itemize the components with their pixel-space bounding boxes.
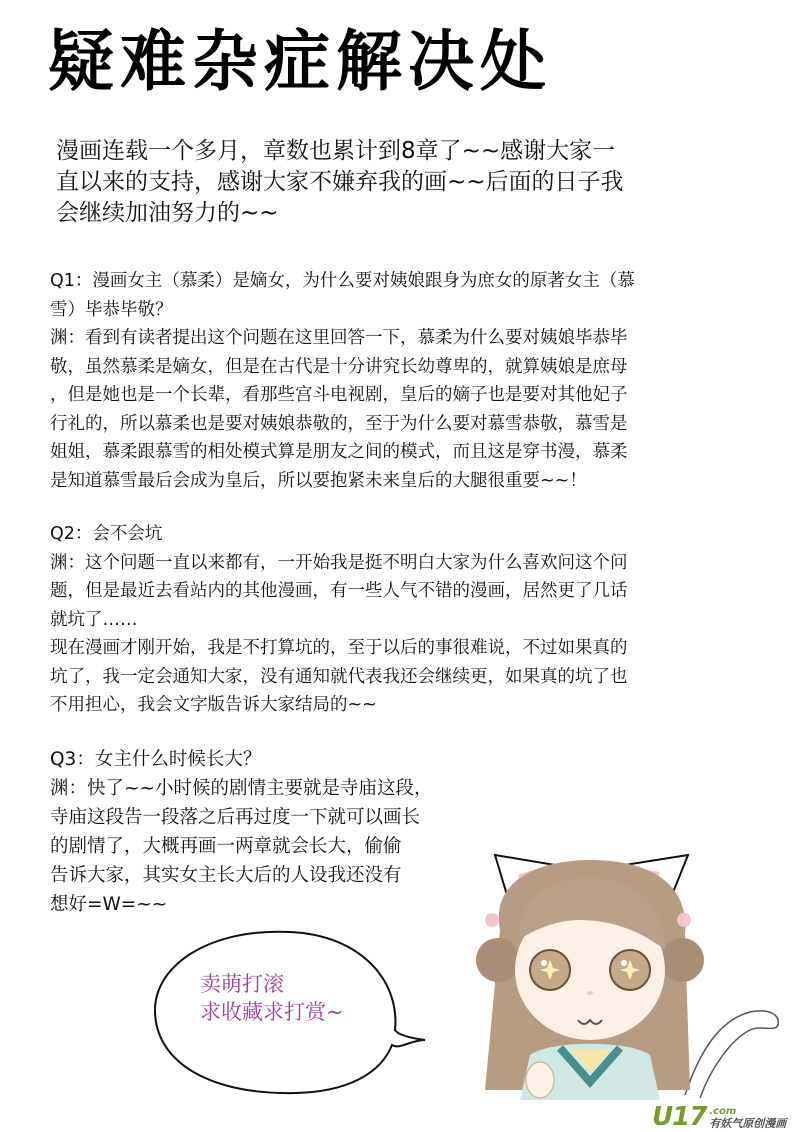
qa-line: 想好=W=~~ — [50, 894, 168, 915]
qa-line: 的剧情了，大概再画一两章就会长大，偷偷 — [50, 836, 402, 857]
qa-line: Q3：女主什么时候长大？ — [50, 749, 262, 770]
qa-line: ，但是她也是一个长辈，看那些宫斗电视剧，皇后的嫡子也是要对其他妃子 — [50, 385, 628, 405]
speech-bubble-text — [200, 970, 344, 1026]
qa-line: 雪）毕恭毕敬？ — [50, 299, 173, 320]
qa-line: 寺庙这段告一段落之后再过度一下就可以画长 — [50, 807, 421, 828]
qa-line: 现在漫画才刚开始，我是不打算坑的，至于以后的事很难说，不过如果真的 — [50, 638, 628, 658]
intro-line: 漫画连载一个多月，章数也累计到8章了~~感谢大家一 — [56, 138, 616, 164]
qa-line: 渊：快了~~小时候的剧情主要就是寺庙这段， — [50, 778, 433, 799]
qa-line: Q2：会不会坑 — [50, 524, 163, 544]
qa-line: 行礼的，所以慕柔也是要对姨娘恭敬的，至于为什么要对慕雪恭敬，慕雪是 — [50, 413, 628, 434]
qa-line: 渊：看到有读者提出这个问题在这里回答一下，慕柔为什么要对姨娘毕恭毕 — [50, 328, 628, 348]
qa-line: 渊：这个问题一直以来都有，一开始我是挺不明白大家为什么喜欢问这个问 — [50, 552, 628, 573]
qa-line: 不用担心，我会文字版告诉大家结局的~~ — [50, 695, 377, 715]
bubble-line: 求收藏求打赏~ — [200, 1000, 344, 1024]
qa-line: Q1：漫画女主（慕柔）是嫡女，为什么要对姨娘跟身为庶女的原著女主（慕 — [50, 271, 635, 291]
intro-line: 会继续加油努力的~~ — [56, 200, 279, 226]
qa-line: 就坑了…… — [50, 609, 138, 630]
qa-line: 题，但是最近去看站内的其他漫画，有一些人气不错的漫画，居然更了几话 — [50, 581, 628, 601]
logo-mark: U17 — [652, 1102, 707, 1132]
bubble-line: 卖萌打滚 — [200, 972, 284, 996]
logo-tagline: 有妖气原创漫画 — [709, 1117, 787, 1130]
chibi-cat-girl-illustration — [460, 820, 800, 1100]
qa-line: 坑了，我一定会通知大家，没有通知就代表我还会继续更，如果真的坑了也 — [50, 666, 628, 687]
qa-line: 告诉大家，其实女主长大后的人设我还没有 — [50, 865, 402, 886]
logo-domain: .com — [709, 1106, 737, 1117]
intro-line: 直以来的支持，感谢大家不嫌弃我的画~~后面的日子我 — [56, 169, 624, 195]
page-title: 疑难杂症解决处 — [48, 23, 552, 100]
qa-line: 是知道慕雪最后会成为皇后，所以要抱紧未来皇后的大腿很重要~~！ — [50, 470, 587, 491]
u17-logo — [652, 1100, 786, 1130]
qa-line: 姐姐，慕柔跟慕雪的相处模式算是朋友之间的模式，而且这是穿书漫，慕柔 — [50, 442, 628, 462]
qa-line: 敬，虽然慕柔是嫡女，但是在古代是十分讲究长幼尊卑的，就算姨娘是庶母 — [50, 356, 628, 377]
